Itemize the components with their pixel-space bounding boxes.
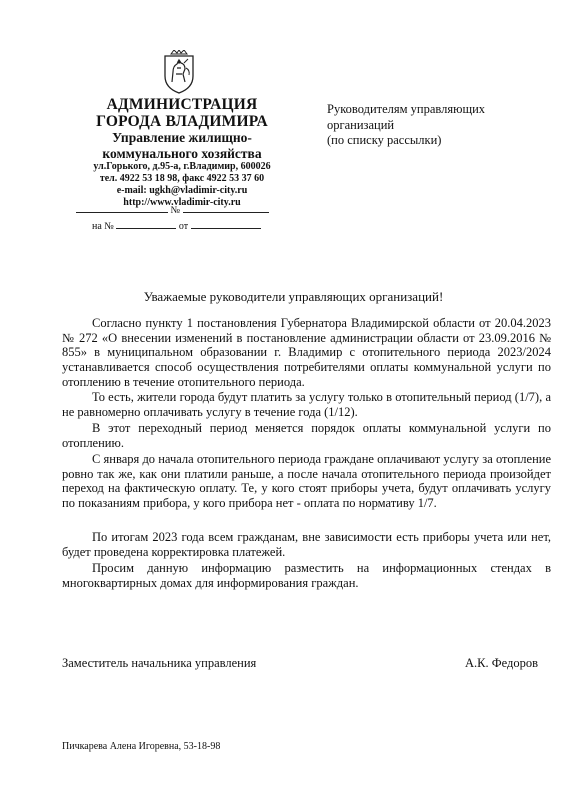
ref-date-blank	[191, 219, 261, 229]
signatory-name: А.К. Федоров	[465, 656, 539, 670]
recipient-line2: организаций	[327, 118, 395, 132]
paragraph-6: Просим данную информацию разместить на информационных стендах в многоквартирных домах для информирования граждан.	[62, 561, 551, 590]
recipient-line3: (по списку рассылки)	[327, 133, 442, 147]
coat-of-arms-icon	[162, 50, 196, 94]
registration-number-line	[76, 203, 269, 217]
department-line1: Управление жилищно-	[112, 130, 252, 145]
website: http://www.vladimir-city.ru	[123, 197, 241, 208]
org-name-line1: АДМИНИСТРАЦИЯ	[106, 96, 258, 113]
reference-line	[92, 219, 261, 233]
executor-info: Пичкарева Алена Игоревна, 53-18-98	[62, 741, 221, 752]
number-sign: №	[170, 205, 181, 216]
number-blank	[183, 203, 269, 213]
ref-prefix: на №	[92, 221, 114, 232]
paragraph-5: По итогам 2023 года всем гражданам, вне зависимости есть приборы учета или нет, будет проведена корректировка платежей.	[62, 530, 551, 559]
phone-fax: тел. 4922 53 18 98, факс 4922 53 37 60	[99, 173, 265, 184]
salutation: Уважаемые руководители управляющих организаций!	[143, 289, 444, 304]
paragraph-3: В этот переходный период меняется порядок оплаты коммунальной услуги по отоплению.	[62, 421, 551, 450]
paragraph-2: То есть, жители города будут платить за услугу только в отопительный период (1/7), а не равномерно оплачивать услугу в течение года (1/12).	[62, 390, 551, 419]
date-blank	[76, 203, 168, 213]
org-name-line2: ГОРОДА ВЛАДИМИРА	[96, 113, 268, 130]
signatory-position: Заместитель начальника управления	[62, 656, 257, 670]
ref-from: от	[178, 221, 189, 232]
paragraph-4: С января до начала отопительного периода граждане оплачивают услугу за отопление ровно так же, как они платили раньше, а после начала отопительного периода произойдет переход на фактическую оплату. Те, у кого стоят приборы учета, будут оплачивать услугу по показаниям прибора, у кого прибора нет - оплата по нормативу 1/7.	[62, 452, 551, 511]
paragraph-1: Согласно пункту 1 постановления Губернатора Владимирской области от 20.04.2023 № 272 «О внесении изменений в постановление администрации области от 23.09.2016 № 855» в муниципальном образовании г. Владимир с отопительного периода 2023/2024 устанавливается способ осуществления потребителями оплаты коммунальной услуги по отоплению в течение отопительного периода.	[62, 316, 551, 389]
email: e-mail: ugkh@vladimir-city.ru	[116, 185, 248, 196]
department-line2: коммунального хозяйства	[102, 146, 262, 161]
recipient-line1: Руководителям управляющих	[327, 102, 486, 116]
address: ул.Горького, д.95-а, г.Владимир, 600026	[93, 161, 271, 172]
ref-number-blank	[116, 219, 176, 229]
